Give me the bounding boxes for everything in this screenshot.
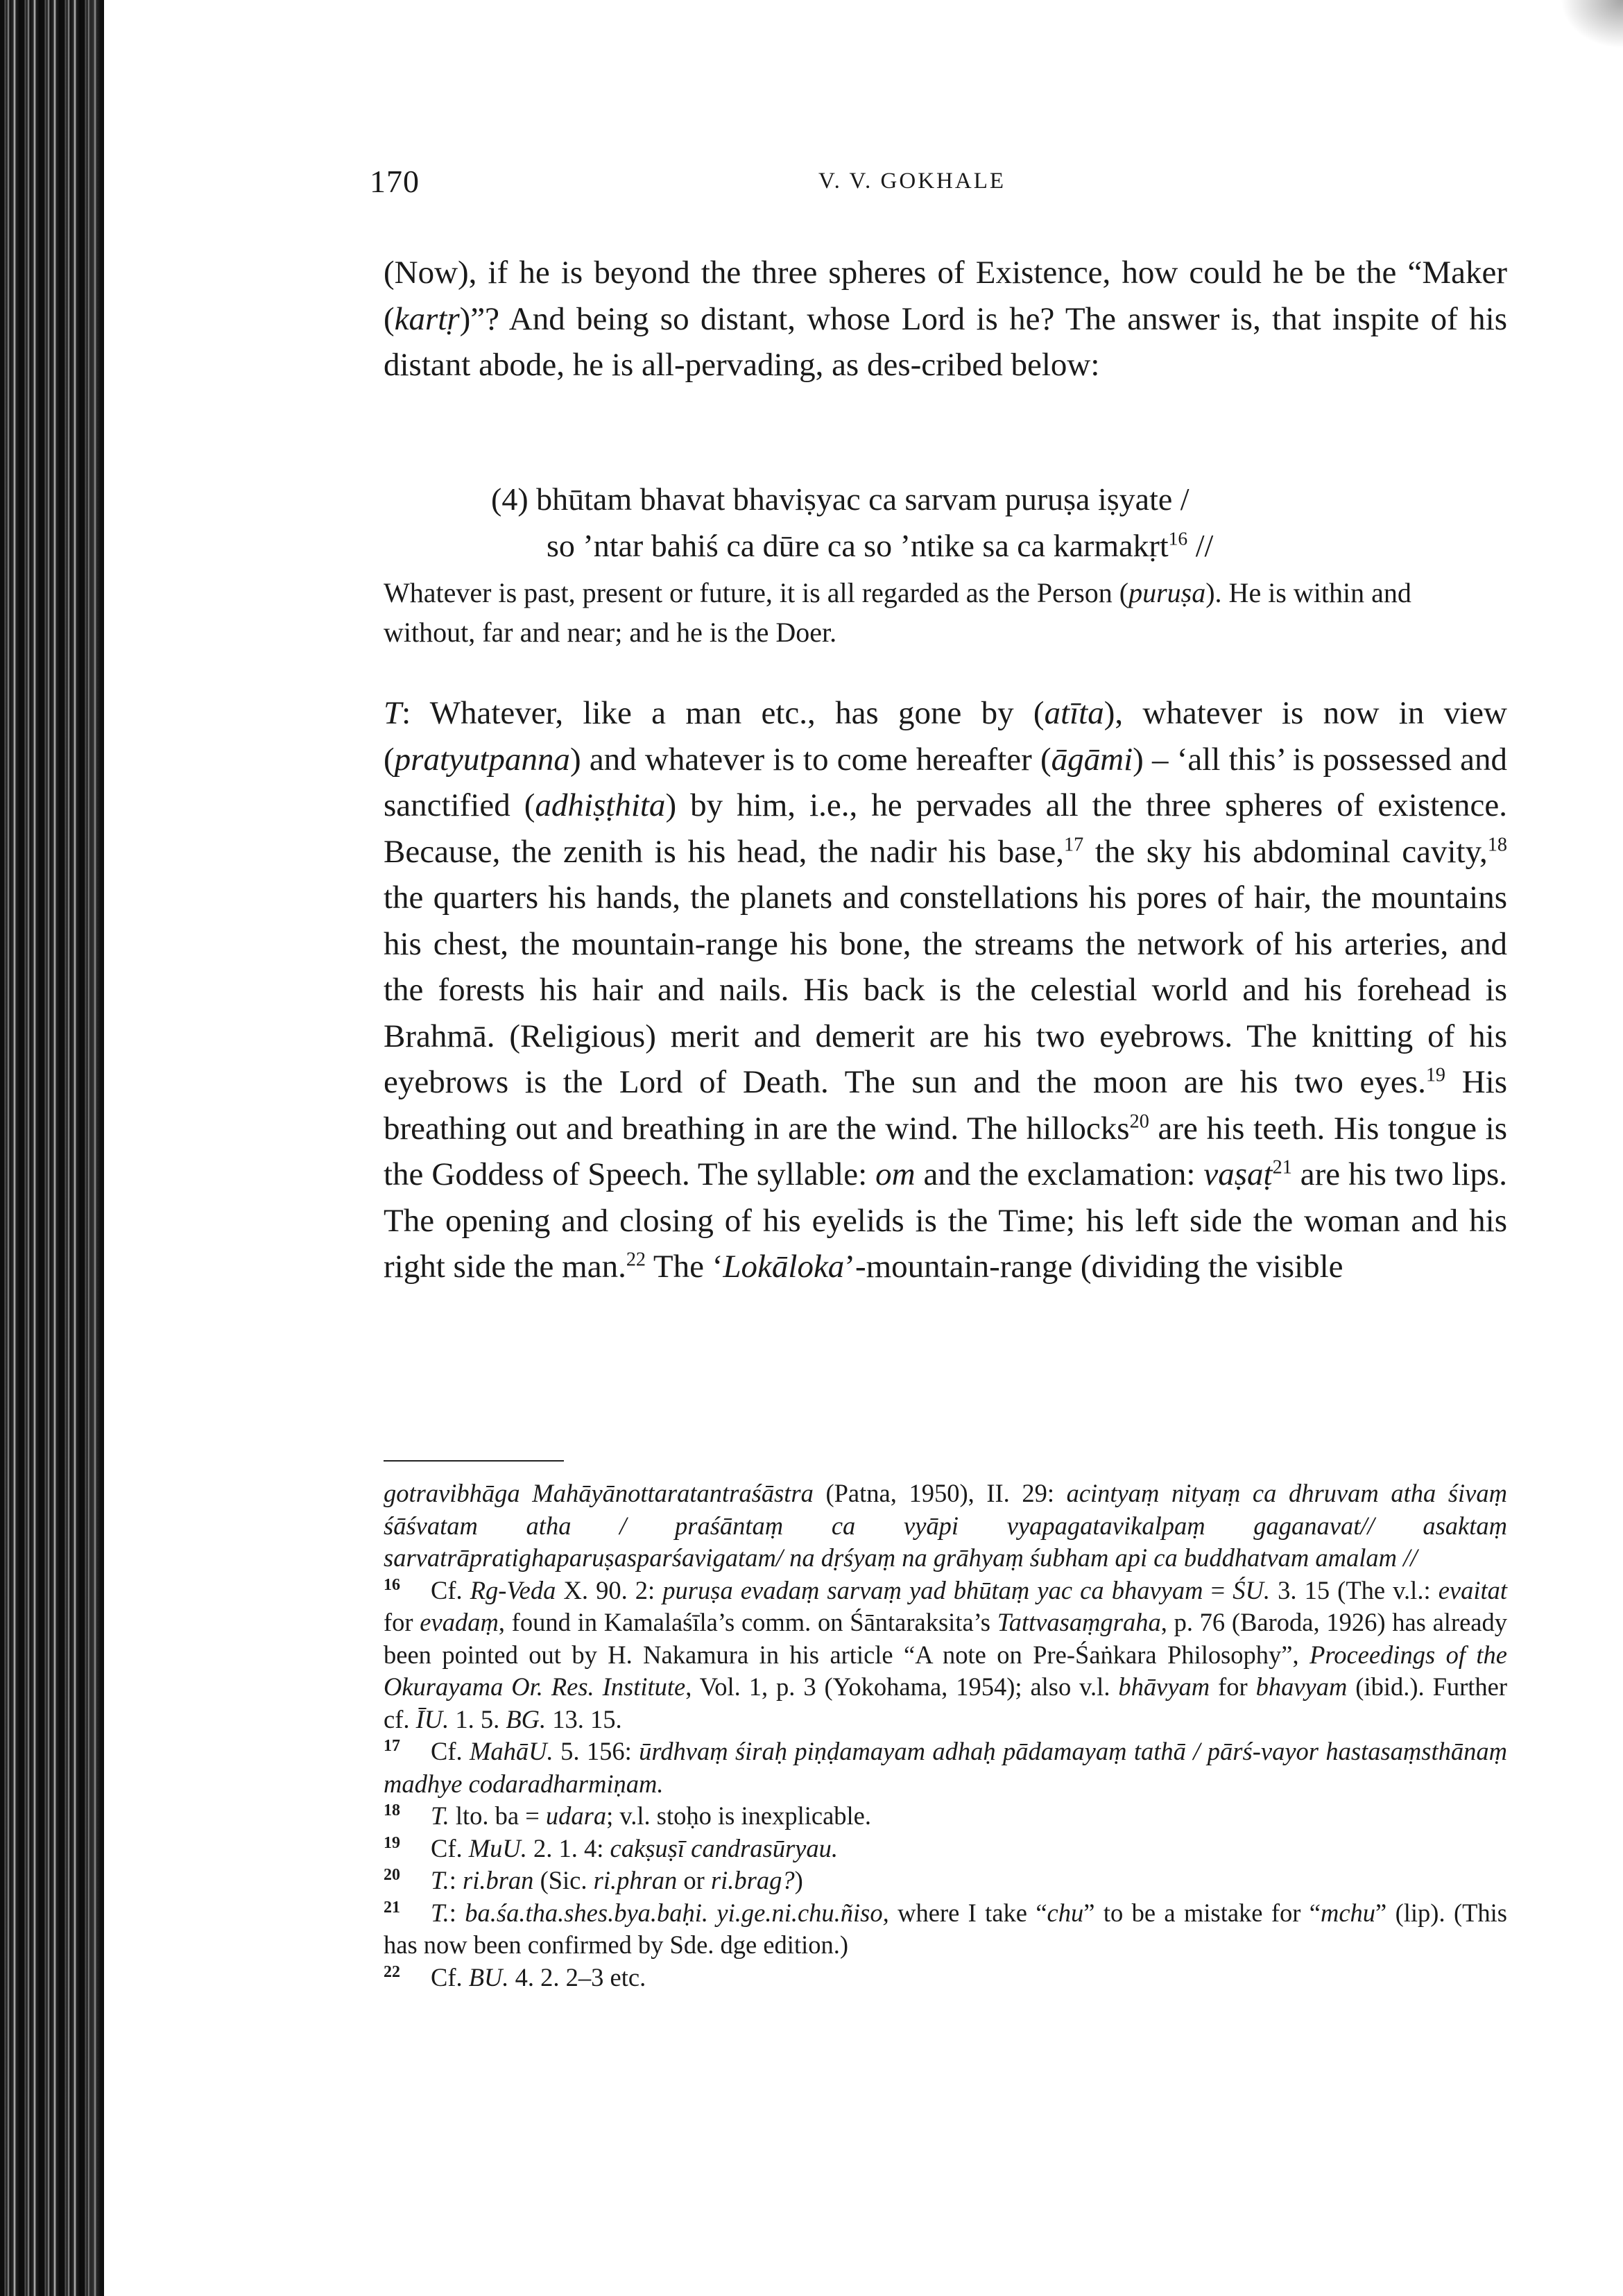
footnote-italic: udara xyxy=(545,1801,607,1830)
commentary-text: : Whatever, like a man etc., has gone by ( xyxy=(402,695,1045,731)
footnote-text: X. 90. 2: xyxy=(556,1575,663,1604)
footnote-italic: chu xyxy=(1047,1898,1084,1927)
footnote-italic: ri.phran xyxy=(593,1866,678,1894)
translation-text: Whatever is past, present or future, it is all regarded as the Person ( xyxy=(384,577,1129,608)
footnote-text: 3. 15 (The v.l.: xyxy=(1270,1575,1439,1604)
footnote-italic: ĪU. xyxy=(415,1704,449,1733)
intro-paragraph xyxy=(384,250,1507,388)
footnote-italic: ri.brag? xyxy=(710,1866,795,1894)
commentary-text: are his two lips. The opening and closing of his eyelids is the Time; his left side the woman and his right side the man. xyxy=(384,1156,1507,1285)
footnote-number: 16 xyxy=(384,1575,400,1594)
footnote-ref: 21 xyxy=(1272,1156,1292,1179)
footnote-italic: BG. xyxy=(506,1704,547,1733)
commentary-text: and the exclamation: xyxy=(915,1156,1204,1192)
footnote-italic: puruṣa evadaṃ sarvaṃ yad bhūtaṃ yac ca bhavyam xyxy=(662,1575,1203,1604)
footnote-italic: Tattvasaṃgraha xyxy=(997,1608,1161,1636)
footnote-italic: MuU. xyxy=(468,1833,527,1862)
footnote-text: for xyxy=(384,1608,420,1636)
footnote-text: where I take “ xyxy=(888,1898,1047,1927)
commentary-text: ), whatever is now in view ( xyxy=(384,695,1507,778)
footnote-text: ) xyxy=(794,1866,803,1894)
verse-block xyxy=(491,476,1462,569)
commentary-text: ) and whatever is to come hereafter ( xyxy=(569,741,1051,778)
footnote-ref: 22 xyxy=(626,1249,646,1271)
footnote-text: Cf. xyxy=(431,1962,469,1991)
commentary-text: ) by him, i.e., he pervades all the three spheres of existence. Because, the zenith is his head, the nadir his base, xyxy=(384,787,1508,870)
term-purusa: puruṣa xyxy=(1128,577,1206,608)
footnote-italic: T. xyxy=(431,1801,449,1830)
term-agami: āgāmi xyxy=(1051,741,1133,778)
footnote-italic: ri.bran xyxy=(463,1866,534,1894)
footnote-text: ” (lip). (This has now been confirmed by Sde. dge edition.) xyxy=(384,1898,1507,1959)
footnote-ref: 16 xyxy=(1168,527,1188,549)
term-om: om xyxy=(875,1156,916,1192)
footnote-italic: Rg-Veda xyxy=(470,1575,556,1604)
term-pratyutpanna: pratyutpanna xyxy=(394,741,570,778)
footnote-text: 1. 5. xyxy=(449,1704,506,1733)
footnote-italic: evaitat xyxy=(1438,1575,1508,1604)
footnote-ref: 17 xyxy=(1064,833,1084,855)
footnote-italic: ba.śa.tha.shes.bya.baḥi. yi.ge.ni.chu.ñiso, xyxy=(465,1898,889,1927)
footnote-text: (Patna, 1950), II. 29: xyxy=(813,1479,1067,1507)
footnote-22 xyxy=(384,1962,1507,1994)
book-binding-edge xyxy=(0,0,104,2296)
footnote-italic: mchu xyxy=(1320,1898,1376,1927)
commentary-text: the quarters his hands, the planets and constellations his pores of hair, the mountains his chest, the mountain-range his bone, the streams the network of his arteries, and the forests his hair and nails. His back is the celestial world and his forehead is Brahmā. (Religious) merit and demerit are his two eyebrows. The knitting of his eyebrows is the Lord of Death. The sun and the moon are his two eyes. xyxy=(384,880,1507,1100)
intro-text: )”? And being so distant, whose Lord is he? The answer is, that inspite of his distant abode, he is all-pervading, as des-cribed below: xyxy=(384,300,1507,383)
footnote-text: or xyxy=(677,1866,711,1894)
term-kartr: kartṛ xyxy=(394,300,460,337)
footnote-number: 19 xyxy=(384,1833,400,1852)
footnote-number: 20 xyxy=(384,1865,400,1884)
footnote-text: , Vol. 1, p. 3 (Yokohama, 1954); also v.l. xyxy=(685,1672,1119,1701)
footnote-16 xyxy=(384,1575,1507,1736)
footnote-text: lto. ba = xyxy=(449,1801,546,1830)
footnote-text: , p. 76 (Baroda, 1926) has already been pointed out by H. Nakamura in his article “A note on Pre-Śaṅkara Philosophy”, xyxy=(384,1608,1508,1669)
footnote-text: 4. 2. 2–3 etc. xyxy=(508,1962,646,1991)
footnote-italic: BU. xyxy=(468,1962,509,1991)
footnote-17 xyxy=(384,1736,1507,1800)
footnote-continuation xyxy=(384,1477,1507,1575)
footnote-text: (ibid.). Further cf. xyxy=(384,1672,1508,1733)
term-atita: atīta xyxy=(1044,695,1104,731)
footnote-italic: cakṣuṣī candrasūryau. xyxy=(610,1833,839,1862)
footnote-text: : xyxy=(449,1898,465,1927)
footnote-text: Cf. xyxy=(431,1737,470,1765)
footnote-separator xyxy=(384,1460,564,1462)
commentary-text: ) – ‘all this’ is possessed and sanctified ( xyxy=(384,741,1507,823)
footnote-number: 18 xyxy=(384,1801,400,1819)
footnote-number: 22 xyxy=(384,1962,400,1981)
verse-text: so ’ntar bahiś ca dūre ca so ’ntike sa ca karmakṛt xyxy=(547,528,1169,563)
footnote-20 xyxy=(384,1865,1507,1897)
footnote-19 xyxy=(384,1833,1507,1865)
footnote-text: ; v.l. stoḥo is inexplicable. xyxy=(606,1801,871,1830)
commentary-text: are his teeth. His tongue is the Goddess of Speech. The syllable: xyxy=(384,1110,1508,1192)
term-vasat: vaṣaṭ xyxy=(1203,1156,1273,1192)
footnote-italic: bhāvyam xyxy=(1118,1672,1210,1701)
footnote-number: 17 xyxy=(384,1736,400,1755)
translation-text: ). He is within and without, far and near; and he is the Doer. xyxy=(384,577,1411,648)
footnote-18 xyxy=(384,1800,1507,1833)
footnote-text: for xyxy=(1210,1672,1256,1701)
footnote-italic: ŚU. xyxy=(1233,1575,1270,1604)
footnote-text: 5. 156: xyxy=(553,1737,639,1765)
footnote-text: (Sic. xyxy=(533,1866,594,1894)
footnotes xyxy=(384,1477,1507,1994)
footnote-italic: evadaṃ xyxy=(420,1608,499,1636)
footnote-ref: 19 xyxy=(1425,1064,1446,1086)
page-header xyxy=(0,163,1623,212)
verse-line-2 xyxy=(491,522,1462,569)
footnote-text: Cf. xyxy=(431,1575,470,1604)
footnote-italic: bhavyam xyxy=(1255,1672,1348,1701)
footnote-text: = xyxy=(1203,1575,1233,1604)
intro-text: (Now), if he is beyond the three spheres of Existence, how could he be the “Maker ( xyxy=(384,255,1507,337)
footnote-ref: 20 xyxy=(1129,1110,1149,1132)
verse-translation xyxy=(384,573,1507,652)
term-lokaloka: Lokāloka xyxy=(723,1249,845,1285)
footnote-text: : xyxy=(449,1866,463,1894)
footnote-text: 13. 15. xyxy=(546,1704,622,1733)
footnote-italic: ūrdhvaṃ śiraḥ piṇḍamayam adhaḥ pādamayaṃ tathā / pārś-vayor hastasaṃsthānaṃ madhye codaradharmiṇam. xyxy=(384,1737,1507,1798)
footnote-italic: Proceedings of the Okurayama Or. Res. Institute xyxy=(384,1640,1507,1701)
commentary-text: His breathing out and breathing in are the wind. The hillocks xyxy=(384,1064,1507,1147)
footnote-ref: 18 xyxy=(1487,833,1507,855)
footnote-text: ” to be a mistake for “ xyxy=(1083,1898,1321,1927)
t-label: T xyxy=(384,695,402,731)
footnote-text: , found in Kamalaśīla’s comm. on Śāntaraksita’s xyxy=(498,1608,997,1636)
verse-end: // xyxy=(1187,528,1214,563)
scan-smudge xyxy=(1561,0,1623,49)
running-head: V. V. GOKHALE xyxy=(818,169,1006,194)
footnote-italic: acintyaṃ nityaṃ ca dhruvam atha śivaṃ śāśvatam atha / praśāntaṃ ca vyāpi vyapagatavikalpaṃ gaganavat// asaktaṃ sarvatrāpratighaparuṣasparśavigatam/ na dṛśyaṃ na grāhyaṃ śubham api ca buddhatvam amalam // xyxy=(384,1479,1507,1572)
footnote-italic: gotravibhāga Mahāyānottaratantraśāstra xyxy=(384,1479,814,1507)
footnote-text: Cf. xyxy=(431,1833,469,1862)
footnote-number: 21 xyxy=(384,1898,400,1917)
footnote-text: 2. 1. 4: xyxy=(526,1833,610,1862)
commentary-paragraph xyxy=(384,690,1507,1290)
commentary-text: the sky his abdominal cavity, xyxy=(1083,833,1488,870)
footnote-italic: MahāU. xyxy=(470,1737,553,1765)
commentary-text: The ‘ xyxy=(646,1249,723,1285)
term-adhisthita: adhiṣṭhita xyxy=(535,787,666,823)
footnote-21 xyxy=(384,1897,1507,1962)
page-number: 170 xyxy=(370,164,420,199)
footnote-italic: T. xyxy=(431,1866,449,1894)
commentary-text: ’-mountain-range (dividing the visible xyxy=(844,1249,1343,1285)
verse-line-1: (4) bhūtam bhavat bhaviṣyac ca sarvam puruṣa iṣyate / xyxy=(491,481,1190,517)
footnote-italic: T. xyxy=(431,1898,449,1927)
